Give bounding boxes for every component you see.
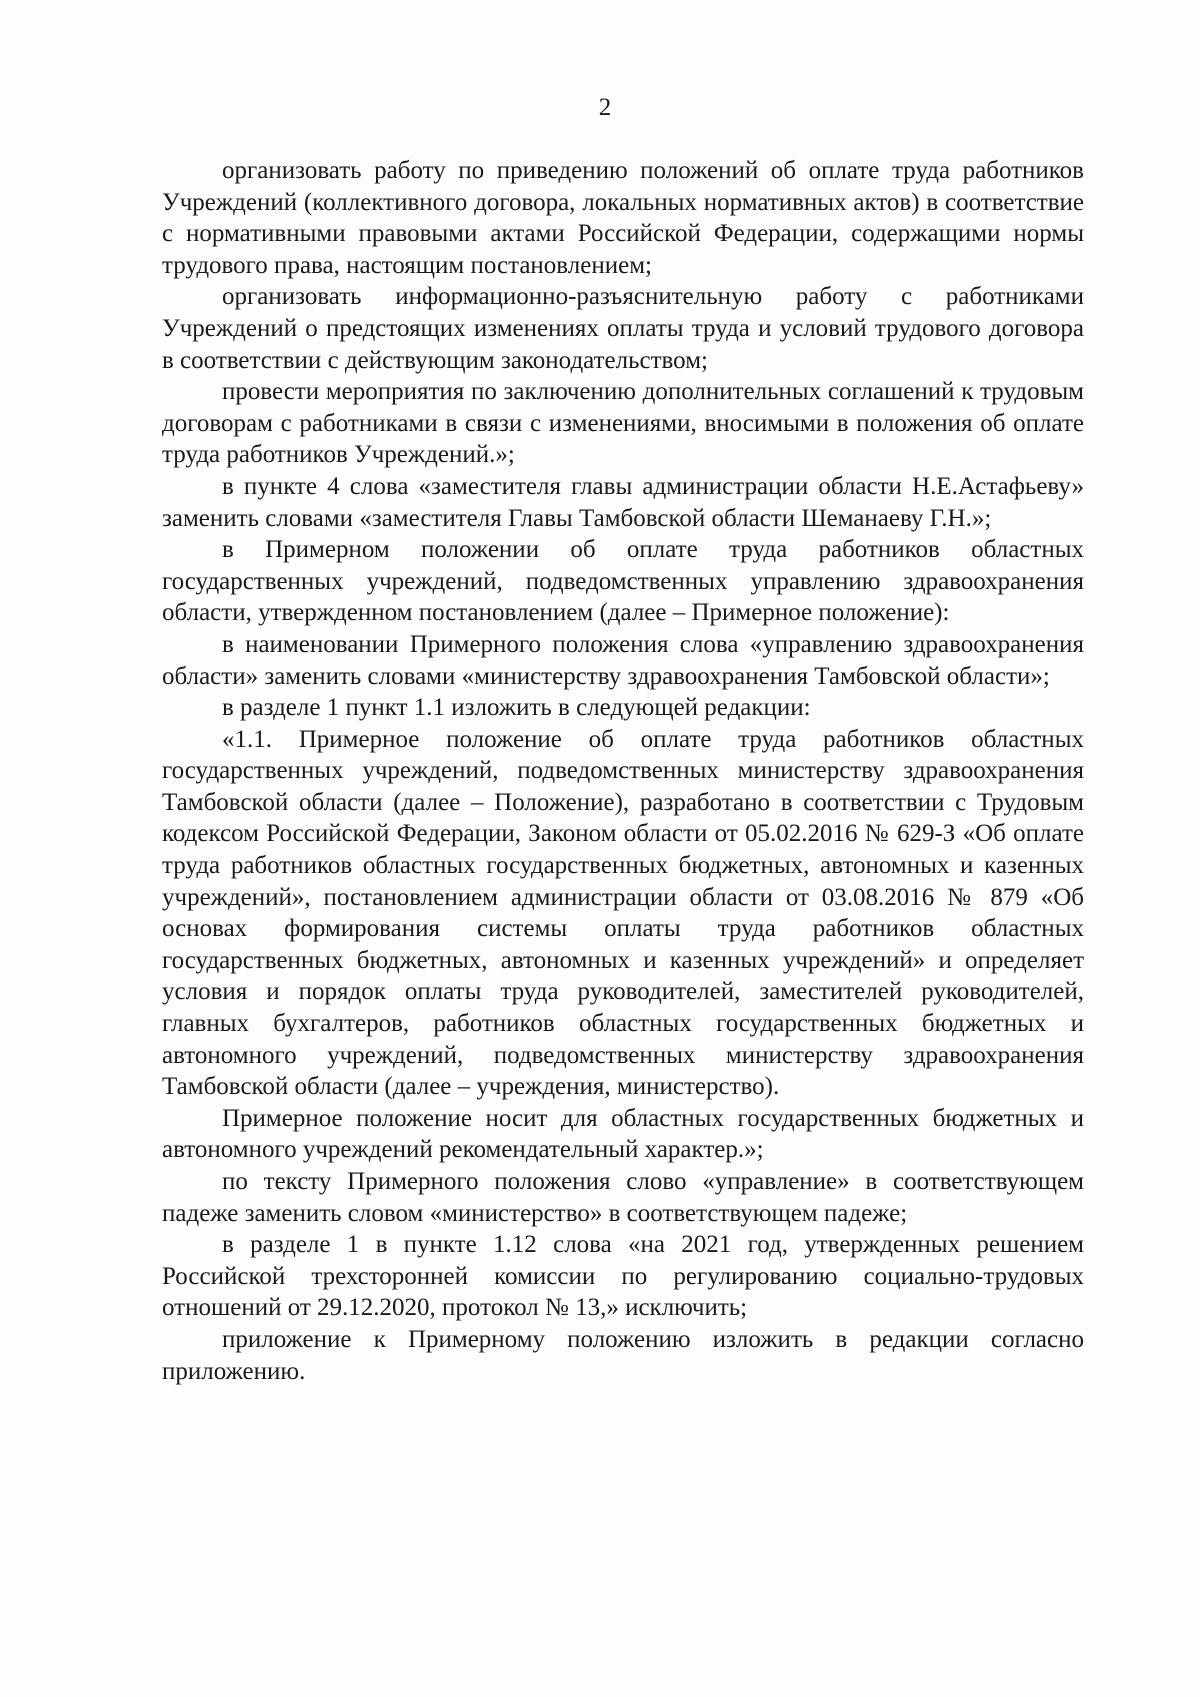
paragraph-10: по тексту Примерного положения слово «управление» в соответствующем падеже заменить словом «министерство» в соответствующем падеже; xyxy=(162,1168,1084,1227)
paragraph-3: провести мероприятия по заключению дополнительных соглашений к трудовым договорам с работниками в связи с изменениями, вносимыми в положения об оплате труда работников Учреждений.»; xyxy=(162,378,1084,469)
page-number: 2 xyxy=(598,94,612,121)
paragraph-2: организовать информационно-разъяснительную работу с работниками Учреждений о предстоящих изменениях оплаты труда и условий трудового договора в соответствии с действующим законодательством; xyxy=(162,283,1084,374)
document-body xyxy=(162,155,1084,1387)
paragraph-9: Примерное положение носит для областных государственных бюджетных и автономного учреждений рекомендательный характер.»; xyxy=(162,1104,1084,1164)
paragraph-6: в наименовании Примерного положения слова «управлению здравоохранения области» заменить словами «министерству здравоохранения Тамбовской области»; xyxy=(162,630,1084,690)
paragraph-12: приложение к Примерному положению изложить в редакции согласно приложению. xyxy=(162,1325,1084,1385)
paragraph-8: «1.1. Примерное положение об оплате труда работников областных государственных учреждений, подведомственных министерству здравоохранения Тамбовской области (далее – Положение), разработано в соответствии с Трудовым кодексом Российской Федерации, Законом области от 05.02.2016 № 629-З «Об оплате труда работников областных государственных бюджетных, автономных и казенных учреждений», постановлением администрации области от 03.08.2016 № 879 «Об основах формирования системы оплаты труда работников областных государственных бюджетных, автономных и казенных учреждений» и определяет условия и порядок оплаты труда руководителей, заместителей руководителей, главных бухгалтеров, работников областных государственных бюджетных и автономного учреждений, подведомственных министерству здравоохранения Тамбовской области (далее – учреждения, министерство). xyxy=(162,725,1084,1101)
paragraph-11: в разделе 1 в пункте 1.12 слова «на 2021 год, утвержденных решением Российской трехсторонней комиссии по регулированию социально-трудовых отношений от 29.12.2020, протокол № 13,» исключить; xyxy=(162,1231,1084,1322)
paragraph-5: в Примерном положении об оплате труда работников областных государственных учреждений, подведомственных управлению здравоохранения области, утвержденном постановлением (далее – Примерное положение): xyxy=(162,536,1084,627)
paragraph-7: в разделе 1 пункт 1.1 изложить в следующей редакции: xyxy=(222,694,811,722)
paragraph-4: в пункте 4 слова «заместителя главы администрации области Н.Е.Астафьеву» заменить словами «заместителя Главы Тамбовской области Шеманаеву Г.Н.»; xyxy=(162,472,1084,532)
paragraph-1: организовать работу по приведению положений об оплате труда работников Учреждений (коллективного договора, локальных нормативных актов) в соответствие с нормативными правовыми актами Российской Федерации, содержащими нормы трудового права, настоящим постановлением; xyxy=(162,157,1084,279)
